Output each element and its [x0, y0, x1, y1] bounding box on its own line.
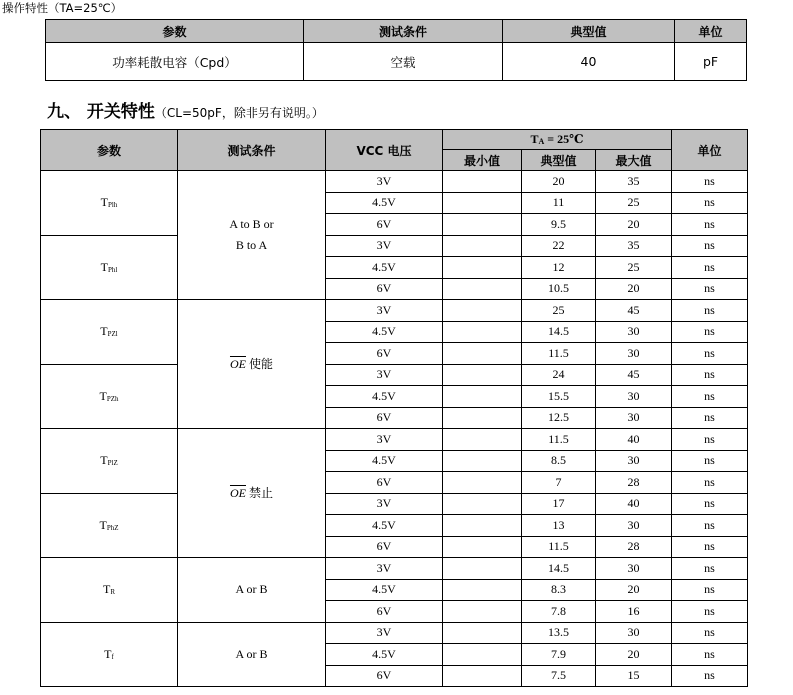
- cell-max: 15: [596, 665, 672, 687]
- header-ta: [443, 130, 672, 150]
- cell-unit: ns: [672, 407, 748, 429]
- cond-oe-enable: 使能: [245, 356, 273, 371]
- cell-min: [443, 321, 522, 343]
- cond-oe-disable: 禁止: [245, 485, 273, 500]
- cell-min: [443, 429, 522, 451]
- cell-typical: 40: [503, 43, 675, 81]
- table-header-row: [46, 20, 747, 43]
- header-typical: 典型值: [503, 20, 675, 43]
- switching-characteristics-table: [40, 129, 748, 687]
- header-unit: 单位: [672, 130, 748, 171]
- cell-param: 功率耗散电容（Cpd）: [46, 43, 304, 81]
- param-sub: PhZ: [106, 523, 119, 532]
- cell-max: 40: [596, 493, 672, 515]
- cell-typ: 11.5: [522, 429, 596, 451]
- cell-typ: 8.3: [522, 579, 596, 601]
- table-header-row: [41, 130, 748, 150]
- cell-vcc: 6V: [326, 343, 443, 365]
- cell-max: 35: [596, 235, 672, 257]
- cell-vcc: 6V: [326, 601, 443, 623]
- cell-typ: 22: [522, 235, 596, 257]
- cell-max: 30: [596, 321, 672, 343]
- cond-a-or-b: A or B: [235, 582, 268, 597]
- table-row: [41, 171, 748, 193]
- cell-max: 25: [596, 192, 672, 214]
- cell-condition: [178, 622, 326, 687]
- cell-min: [443, 622, 522, 644]
- cell-condition: [178, 558, 326, 623]
- cell-unit: ns: [672, 214, 748, 236]
- cell-unit: ns: [672, 192, 748, 214]
- header-condition: 测试条件: [178, 130, 326, 171]
- cell-typ: 14.5: [522, 558, 596, 580]
- cell-unit: ns: [672, 558, 748, 580]
- cell-min: [443, 472, 522, 494]
- param-base: T: [99, 517, 107, 532]
- cell-unit: ns: [672, 493, 748, 515]
- cell-typ: 7.9: [522, 644, 596, 666]
- cell-max: 28: [596, 536, 672, 558]
- cell-vcc: 6V: [326, 407, 443, 429]
- cell-min: [443, 665, 522, 687]
- cell-typ: 14.5: [522, 321, 596, 343]
- cell-condition: [178, 300, 326, 429]
- cell-vcc: 3V: [326, 235, 443, 257]
- cell-typ: 9.5: [522, 214, 596, 236]
- header-condition: 测试条件: [304, 20, 503, 43]
- cell-max: 45: [596, 364, 672, 386]
- ta-base: T: [530, 132, 539, 146]
- cell-min: [443, 450, 522, 472]
- header-max: 最大值: [596, 150, 672, 171]
- cell-vcc: 6V: [326, 665, 443, 687]
- cell-vcc: 3V: [326, 493, 443, 515]
- cell-unit: ns: [672, 450, 748, 472]
- switching-characteristics-title: [47, 97, 324, 122]
- section-heading: 九、 开关特性: [47, 102, 155, 122]
- cell-unit: ns: [672, 300, 748, 322]
- operating-characteristics-table: [45, 19, 747, 81]
- operating-characteristics-caption: 操作特性（TA=25℃）: [2, 1, 123, 15]
- param-base: T: [104, 646, 112, 661]
- cell-min: [443, 579, 522, 601]
- cell-vcc: 4.5V: [326, 192, 443, 214]
- param-base: T: [100, 453, 108, 468]
- table-row: [41, 558, 748, 580]
- param-sub: Plh: [108, 201, 118, 210]
- cell-max: 20: [596, 644, 672, 666]
- cell-vcc: 6V: [326, 536, 443, 558]
- cell-max: 30: [596, 450, 672, 472]
- cell-param: [41, 493, 178, 558]
- cell-vcc: 4.5V: [326, 386, 443, 408]
- cell-min: [443, 407, 522, 429]
- cell-unit: ns: [672, 622, 748, 644]
- cell-max: 20: [596, 214, 672, 236]
- cell-max: 30: [596, 343, 672, 365]
- cell-param: [41, 364, 178, 429]
- header-unit: 单位: [675, 20, 747, 43]
- table-row: [41, 300, 748, 322]
- cell-min: [443, 278, 522, 300]
- cell-param: [41, 300, 178, 365]
- cell-unit: ns: [672, 364, 748, 386]
- cell-unit: ns: [672, 257, 748, 279]
- cell-vcc: 3V: [326, 429, 443, 451]
- cond-ab-line2: B to A: [235, 238, 268, 252]
- table-row: [41, 622, 748, 644]
- cell-vcc: 4.5V: [326, 321, 443, 343]
- ta-sub: A: [538, 137, 545, 146]
- cell-vcc: 3V: [326, 300, 443, 322]
- cell-typ: 15.5: [522, 386, 596, 408]
- cell-min: [443, 257, 522, 279]
- cell-typ: 8.5: [522, 450, 596, 472]
- header-typ: 典型值: [522, 150, 596, 171]
- section-subheading: （CL=50pF，除非另有说明。）: [154, 106, 324, 120]
- param-base: T: [100, 324, 108, 339]
- cell-max: 30: [596, 515, 672, 537]
- cell-param: [41, 235, 178, 300]
- cell-typ: 7: [522, 472, 596, 494]
- cell-min: [443, 558, 522, 580]
- cell-max: 30: [596, 622, 672, 644]
- header-param: 参数: [41, 130, 178, 171]
- cell-min: [443, 235, 522, 257]
- cell-unit: ns: [672, 472, 748, 494]
- cell-unit: ns: [672, 235, 748, 257]
- param-sub: R: [110, 588, 115, 597]
- cell-unit: ns: [672, 601, 748, 623]
- cell-min: [443, 644, 522, 666]
- cell-vcc: 4.5V: [326, 450, 443, 472]
- cell-max: 40: [596, 429, 672, 451]
- cell-unit: ns: [672, 278, 748, 300]
- param-sub: PZh: [106, 394, 119, 403]
- param-sub: PZl: [107, 330, 118, 339]
- cell-vcc: 3V: [326, 558, 443, 580]
- cell-min: [443, 536, 522, 558]
- table-row: [41, 364, 748, 386]
- table-row: [41, 429, 748, 451]
- cell-typ: 12: [522, 257, 596, 279]
- cell-max: 30: [596, 407, 672, 429]
- cell-unit: ns: [672, 665, 748, 687]
- cell-condition: [178, 429, 326, 558]
- cell-vcc: 3V: [326, 364, 443, 386]
- cell-condition: [178, 171, 326, 300]
- param-sub: PlZ: [107, 459, 118, 468]
- cell-param: [41, 558, 178, 623]
- cell-max: 30: [596, 386, 672, 408]
- cell-min: [443, 300, 522, 322]
- ta-suffix: = 25℃: [544, 132, 584, 146]
- cell-max: 30: [596, 558, 672, 580]
- table-row: [41, 493, 748, 515]
- cell-max: 45: [596, 300, 672, 322]
- cell-typ: 11.5: [522, 536, 596, 558]
- cell-min: [443, 214, 522, 236]
- oe-bar-label: $\overline{OE}$: [229, 356, 246, 371]
- cell-typ: 25: [522, 300, 596, 322]
- header-param: 参数: [46, 20, 304, 43]
- cell-param: [41, 171, 178, 236]
- cell-vcc: 3V: [326, 171, 443, 193]
- cell-min: [443, 343, 522, 365]
- cell-max: 25: [596, 257, 672, 279]
- cell-max: 35: [596, 171, 672, 193]
- cell-unit: ns: [672, 644, 748, 666]
- cell-unit: ns: [672, 343, 748, 365]
- param-base: T: [100, 195, 108, 210]
- cell-typ: 11: [522, 192, 596, 214]
- cell-unit: ns: [672, 429, 748, 451]
- cell-vcc: 3V: [326, 622, 443, 644]
- cell-typ: 10.5: [522, 278, 596, 300]
- cell-typ: 13: [522, 515, 596, 537]
- cell-min: [443, 386, 522, 408]
- cell-typ: 24: [522, 364, 596, 386]
- cell-min: [443, 493, 522, 515]
- cell-typ: 13.5: [522, 622, 596, 644]
- cell-unit: ns: [672, 579, 748, 601]
- cond-ab-line1: A to B or: [229, 217, 274, 231]
- param-base: T: [99, 388, 107, 403]
- cell-vcc: 6V: [326, 214, 443, 236]
- cell-vcc: 4.5V: [326, 257, 443, 279]
- cell-typ: 17: [522, 493, 596, 515]
- cell-min: [443, 192, 522, 214]
- header-min: 最小值: [443, 150, 522, 171]
- cell-typ: 12.5: [522, 407, 596, 429]
- oe-bar-label: $\overline{OE}$: [229, 485, 246, 500]
- cell-typ: 7.5: [522, 665, 596, 687]
- cell-max: 20: [596, 579, 672, 601]
- cell-unit: pF: [675, 43, 747, 81]
- cell-vcc: 4.5V: [326, 579, 443, 601]
- cell-vcc: 6V: [326, 472, 443, 494]
- cell-vcc: 6V: [326, 278, 443, 300]
- cell-unit: ns: [672, 515, 748, 537]
- param-sub: Phl: [108, 265, 118, 274]
- cell-min: [443, 171, 522, 193]
- cell-min: [443, 601, 522, 623]
- param-base: T: [102, 582, 111, 597]
- cell-condition: 空载: [304, 43, 503, 81]
- cell-unit: ns: [672, 536, 748, 558]
- cell-param: [41, 429, 178, 494]
- param-base: T: [100, 259, 108, 274]
- header-vcc: VCC 电压: [326, 130, 443, 171]
- cond-a-or-b: A or B: [235, 646, 268, 661]
- cell-unit: ns: [672, 321, 748, 343]
- cell-unit: ns: [672, 171, 748, 193]
- param-sub: f: [111, 652, 114, 661]
- cell-typ: 7.8: [522, 601, 596, 623]
- cell-vcc: 4.5V: [326, 644, 443, 666]
- switching-table-body: [41, 171, 748, 687]
- cell-typ: 20: [522, 171, 596, 193]
- cell-param: [41, 622, 178, 687]
- cell-max: 20: [596, 278, 672, 300]
- cell-min: [443, 364, 522, 386]
- cell-max: 16: [596, 601, 672, 623]
- cell-typ: 11.5: [522, 343, 596, 365]
- table-row: [41, 235, 748, 257]
- cell-unit: ns: [672, 386, 748, 408]
- cell-vcc: 4.5V: [326, 515, 443, 537]
- table-row: [46, 43, 747, 81]
- cell-min: [443, 515, 522, 537]
- cell-max: 28: [596, 472, 672, 494]
